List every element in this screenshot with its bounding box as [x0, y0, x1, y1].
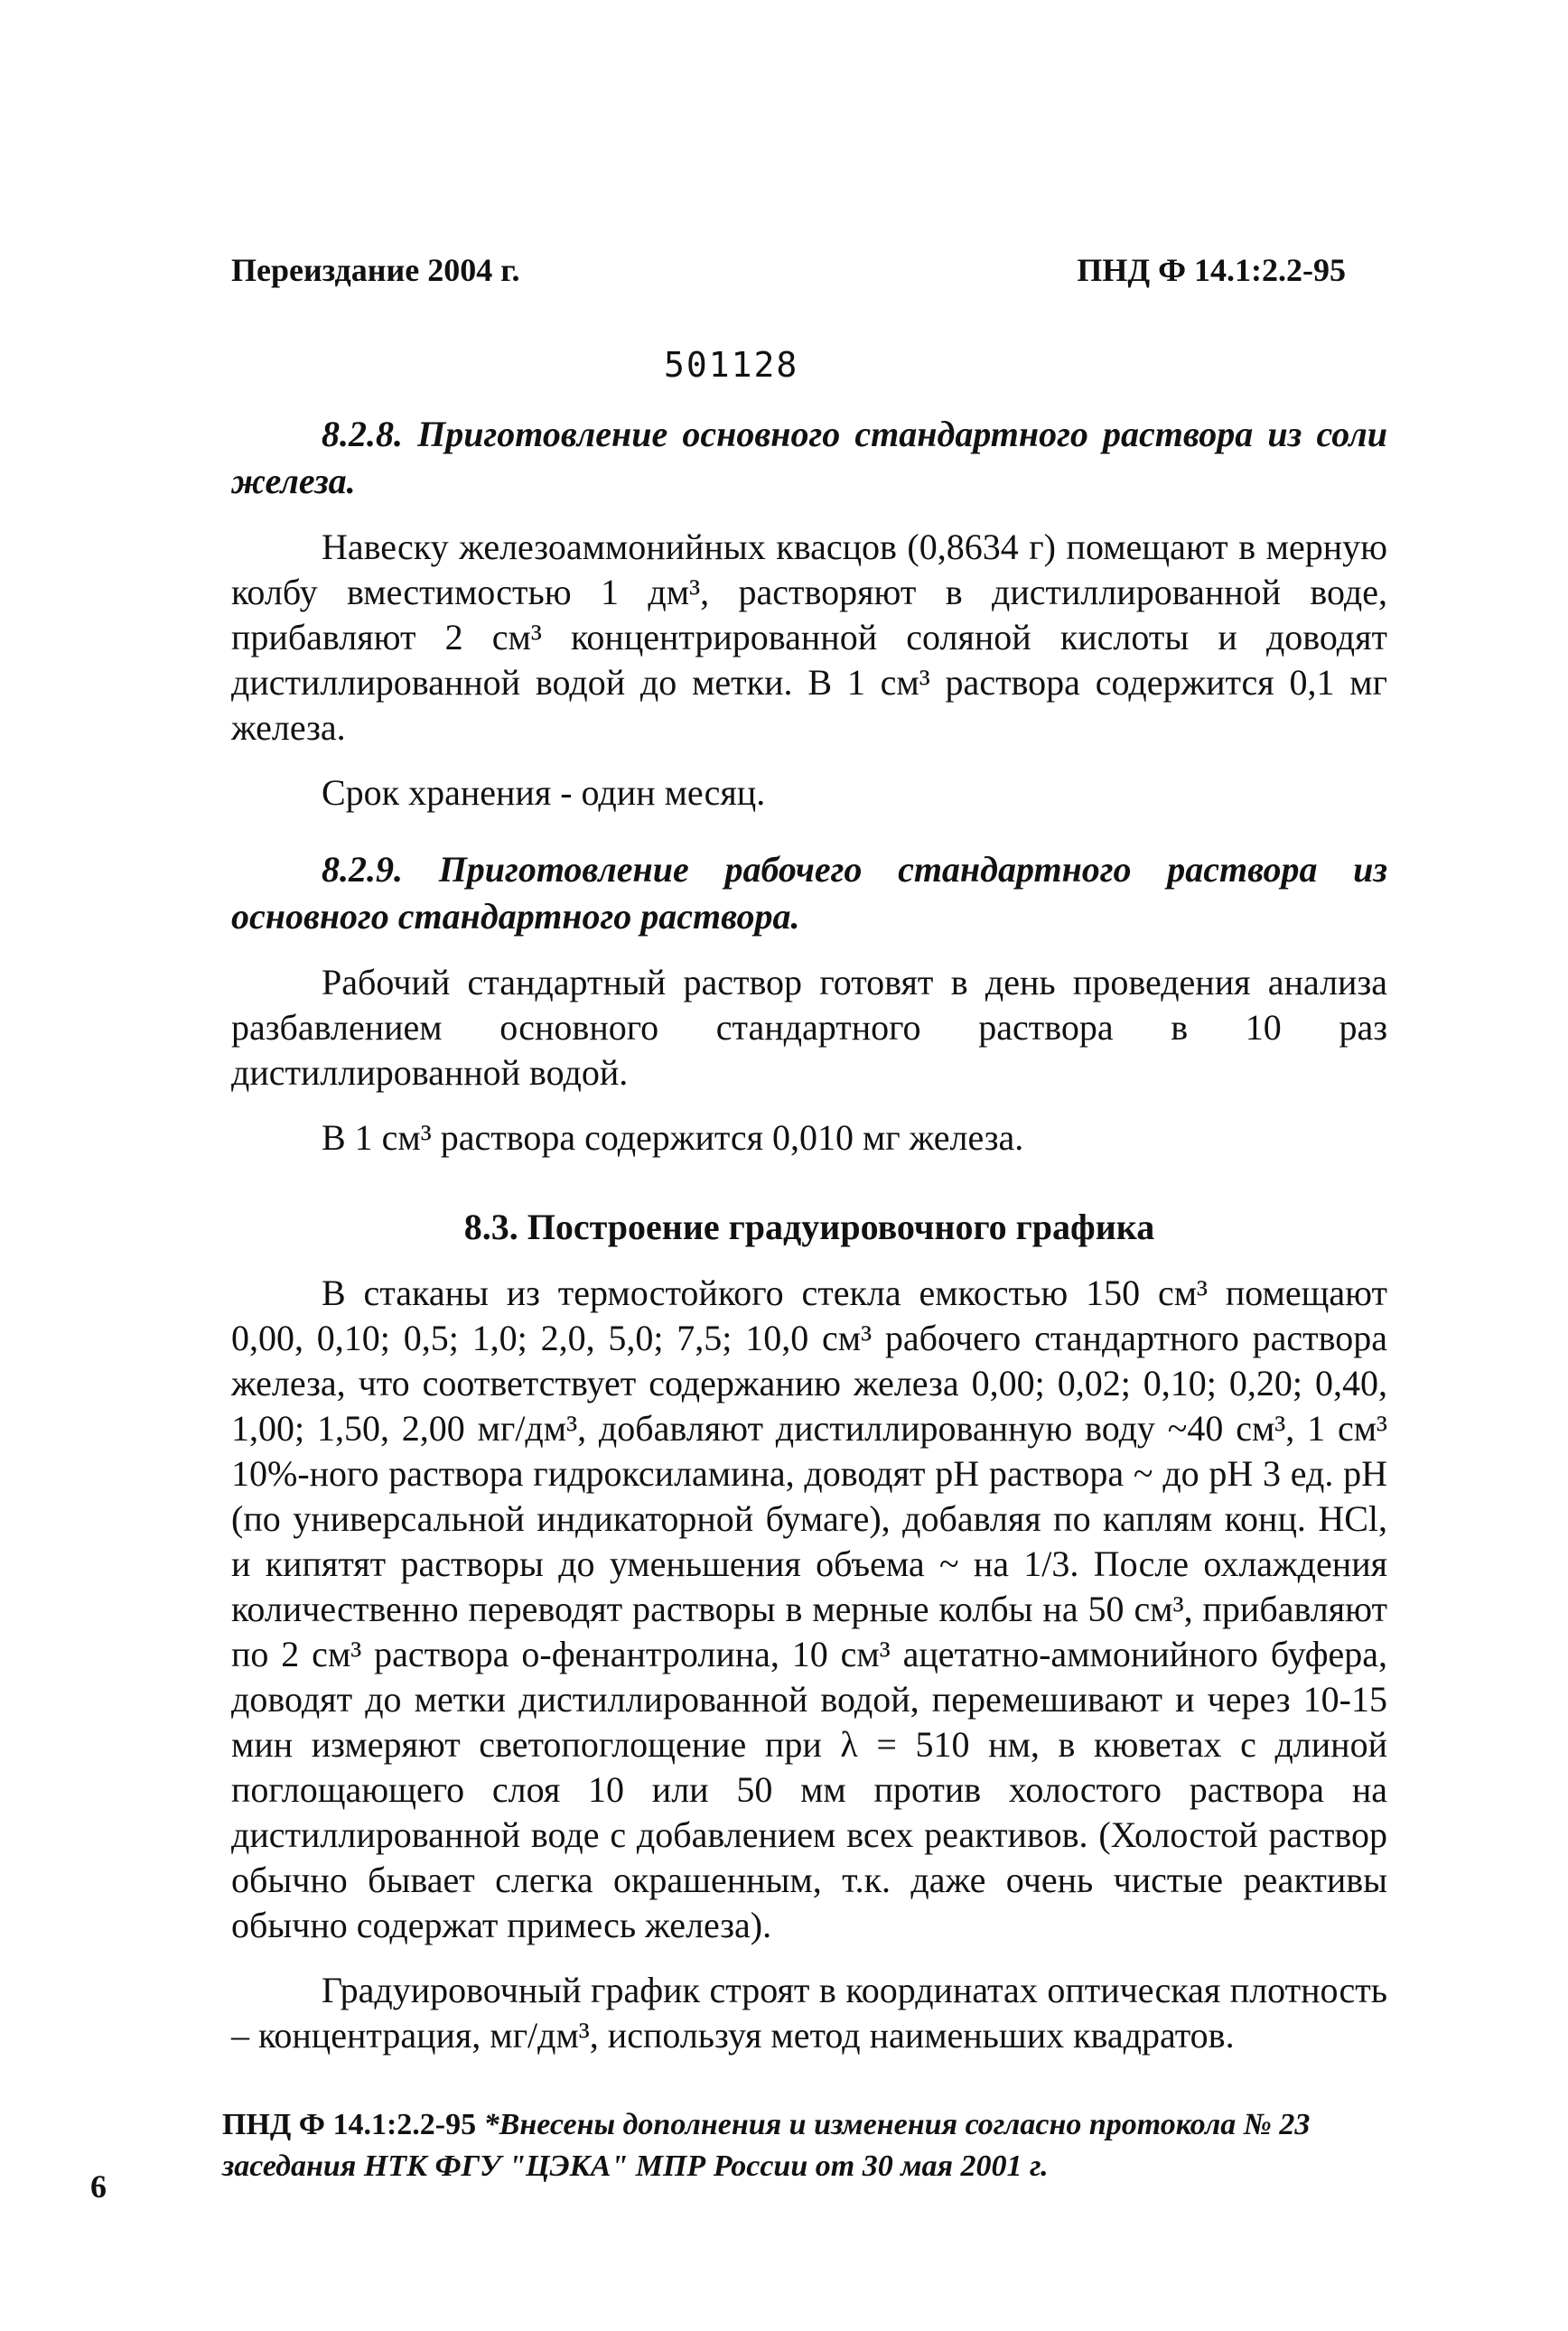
heading-8-2-9: 8.2.9. Приготовление рабочего стандартного раствора из основного стандартного раствора.: [231, 849, 1387, 937]
footnote: [222, 2104, 1396, 2187]
paragraph-8-2-8-storage: Срок хранения - один месяц.: [322, 772, 766, 813]
registration-number: 501128: [664, 345, 799, 385]
footnote-text: *Внесены дополнения и изменения согласно протокола № 23 заседания НТК ФГУ "ЦЭКА" МПР России от 30 мая 2001 г.: [222, 2108, 1311, 2183]
document-code: ПНД Ф 14.1:2.2-95: [1077, 252, 1346, 288]
main-content: [231, 411, 1387, 2058]
heading-8-3: 8.3. Построение градуировочного графика: [463, 1207, 1155, 1247]
paragraph-8-3-procedure: В стаканы из термостойкого стекла емкостью 150 см³ помещают 0,00, 0,10; 0,5; 1,0; 2,0, 5,0; 7,5; 10,0 см³ рабочего стандартного раствора железа, что соответствует содержанию железа 0,00; 0,02; 0,10; 0,20; 0,40, 1,00; 1,50, 2,00 мг/дм³, добавляют дистиллированную воду ~40 см³, 1 см³ 10%-ного раствора гидроксиламина, доводят pH раствора ~ до pH 3 ед. pH (по универсальной индикаторной бумаге), добавляя по каплям конц. HCl, и кипятят растворы до уменьшения объема ~ на 1/3. После охлаждения количественно переводят растворы в мерные колбы на 50 см³, прибавляют по 2 см³ раствора о-фенантролина, 10 см³ ацетатно-аммонийного буфера, доводят до метки дистиллированной водой, перемешивают и через 10-15 мин измеряют светопоглощение при λ = 510 нм, в кюветах с длиной поглощающего слоя 10 или 50 мм против холостого раствора на дистиллированной воде с добавлением всех реактивов. (Холостой раствор обычно бывает слегка окрашенным, т.к. даже очень чистые реактивы обычно содержат примесь железа).: [231, 1273, 1387, 1945]
paragraph-8-2-9-main: Рабочий стандартный раствор готовят в день проведения анализа разбавлением основного стандартного раствора в 10 раз дистиллированной водой.: [231, 962, 1387, 1093]
paragraph-8-2-8-main: Навеску железоаммонийных квасцов (0,8634 г) помещают в мерную колбу вместимостью 1 дм³, растворяют в дистиллированной воде, прибавляют 2 см³ концентрированной соляной кислоты и доводят дистиллированной водой до метки. В 1 см³ раствора содержится 0,1 мг железа.: [231, 527, 1387, 748]
footnote-code: ПНД Ф 14.1:2.2-95: [222, 2108, 477, 2141]
reissue-note: Переиздание 2004 г.: [231, 252, 520, 288]
paragraph-8-2-9-content: В 1 см³ раствора содержится 0,010 мг железа.: [322, 1117, 1024, 1158]
page-number: 6: [90, 2168, 107, 2205]
heading-8-2-8: 8.2.8. Приготовление основного стандартного раствора из соли железа.: [231, 414, 1387, 501]
paragraph-8-3-graph: Градуировочный график строят в координатах оптическая плотность – концентрация, мг/дм³, используя метод наименьших квадратов.: [231, 1970, 1387, 2056]
